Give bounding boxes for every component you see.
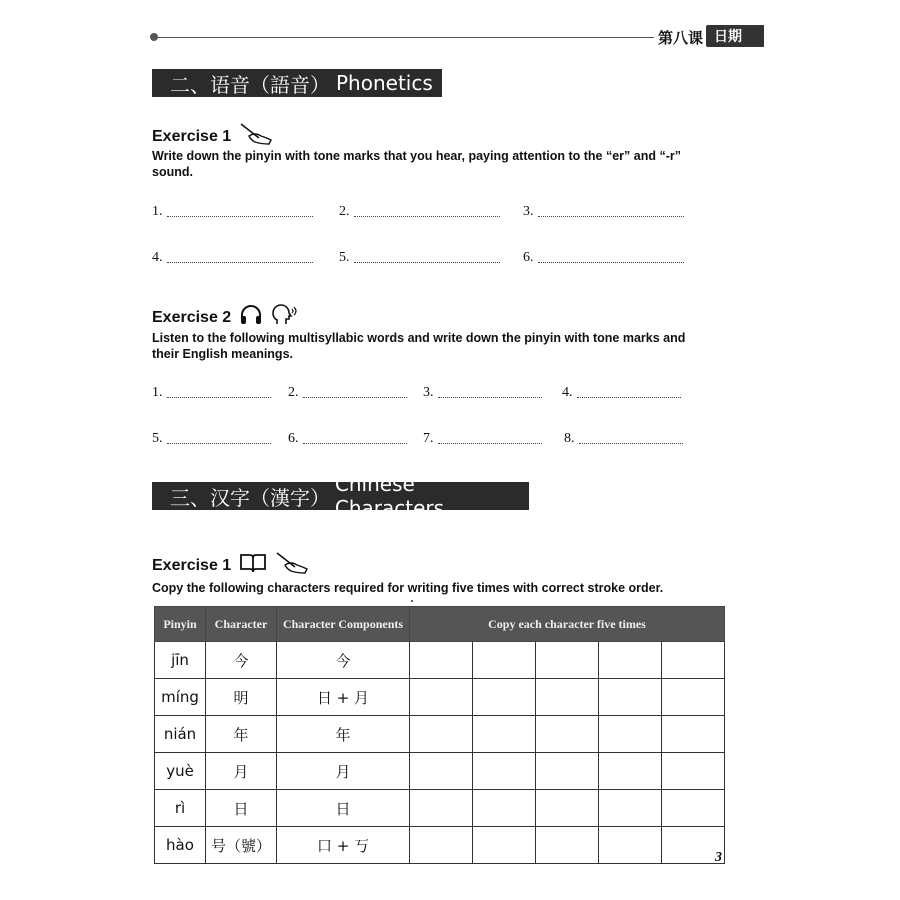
answer-blank[interactable] (423, 385, 542, 401)
item-number: 2. (288, 385, 299, 400)
header-copy: Copy each character five times (410, 607, 725, 642)
dotted-line (167, 215, 313, 217)
pinyin-cell: nián (155, 716, 206, 753)
headphones-icon (239, 303, 263, 332)
answer-blank[interactable] (152, 204, 313, 220)
copy-cell[interactable] (536, 790, 599, 827)
dotted-line (438, 442, 542, 444)
stray-mark (411, 600, 413, 602)
answer-blank[interactable] (564, 431, 683, 447)
exercise-title-text: Exercise 1 (152, 127, 232, 145)
copy-cell[interactable] (410, 679, 473, 716)
banner-en: Phonetics (336, 71, 433, 95)
header-components: Character Components (277, 607, 410, 642)
header-rule (154, 37, 654, 38)
copy-cell[interactable] (536, 642, 599, 679)
answer-blank[interactable] (562, 385, 681, 401)
answer-blank[interactable] (339, 250, 500, 266)
copy-cell[interactable] (473, 753, 536, 790)
copy-cell[interactable] (473, 827, 536, 864)
answer-blank[interactable] (152, 250, 313, 266)
item-number: 5. (339, 250, 350, 265)
item-number: 1. (152, 385, 163, 400)
copy-cell[interactable] (599, 642, 662, 679)
copy-cell[interactable] (599, 679, 662, 716)
copy-cell[interactable] (536, 679, 599, 716)
pinyin-cell: rì (155, 790, 206, 827)
copy-cell[interactable] (599, 753, 662, 790)
copy-cell[interactable] (599, 790, 662, 827)
copy-cell[interactable] (473, 716, 536, 753)
answer-blank[interactable] (523, 204, 684, 220)
table-header-row (155, 607, 725, 642)
pinyin-cell: míng (155, 679, 206, 716)
pencil-hand-icon (275, 551, 309, 580)
header-pinyin: Pinyin (155, 607, 206, 642)
item-number: 4. (152, 250, 163, 265)
answer-blank[interactable] (423, 431, 542, 447)
copy-cell[interactable] (662, 642, 725, 679)
answer-blank[interactable] (288, 431, 407, 447)
components-cell: 日 + 月 (277, 679, 410, 716)
dotted-line (538, 215, 684, 217)
item-number: 4. (562, 385, 573, 400)
answer-blank[interactable] (152, 385, 271, 401)
components-cell: 今 (277, 642, 410, 679)
item-number: 2. (339, 204, 350, 219)
dotted-line (167, 261, 313, 263)
copy-cell[interactable] (410, 827, 473, 864)
copy-cell[interactable] (473, 790, 536, 827)
table-row (155, 642, 725, 679)
copy-cell[interactable] (662, 753, 725, 790)
copy-cell[interactable] (599, 716, 662, 753)
item-number: 6. (523, 250, 534, 265)
table-row (155, 716, 725, 753)
date-label: 日期 (706, 25, 764, 47)
exercise-instruction: Listen to the following multisyllabic words and write down the pinyin with tone marks and their English meanings. (152, 331, 686, 361)
answer-blank[interactable] (288, 385, 407, 401)
item-number: 8. (564, 431, 575, 446)
copy-cell[interactable] (473, 679, 536, 716)
character-cell: 年 (206, 716, 277, 753)
copy-cell[interactable] (410, 642, 473, 679)
dotted-line (303, 442, 407, 444)
character-cell: 日 (206, 790, 277, 827)
dotted-line (438, 396, 542, 398)
character-cell: 今 (206, 642, 277, 679)
copy-cell[interactable] (410, 753, 473, 790)
components-cell: 月 (277, 753, 410, 790)
answer-blank[interactable] (152, 431, 271, 447)
answer-blank[interactable] (339, 204, 500, 220)
section-banner-phonetics (152, 69, 442, 97)
pinyin-cell: yuè (155, 753, 206, 790)
item-number: 1. (152, 204, 163, 219)
copy-cell[interactable] (599, 827, 662, 864)
exercise-instruction: Copy the following characters required for writing five times with correct stroke order. (152, 581, 664, 595)
banner-zh: 三、汉字（漢字） (170, 485, 330, 510)
copy-cell[interactable] (410, 790, 473, 827)
exercise-instruction: Write down the pinyin with tone marks that you hear, paying attention to the “er” and “-r” sound. (152, 149, 681, 179)
item-number: 5. (152, 431, 163, 446)
item-number: 6. (288, 431, 299, 446)
copy-cell[interactable] (536, 753, 599, 790)
dotted-line (579, 442, 683, 444)
copy-cell[interactable] (536, 716, 599, 753)
item-number: 3. (423, 385, 434, 400)
table-row (155, 790, 725, 827)
copy-cell[interactable] (662, 679, 725, 716)
exercise-title (152, 551, 309, 580)
exercise-title (152, 303, 297, 332)
dotted-line (577, 396, 681, 398)
page-number: 3 (715, 850, 722, 865)
character-cell: 明 (206, 679, 277, 716)
copy-cell[interactable] (662, 790, 725, 827)
exercise-title (152, 122, 273, 151)
exercise-title-text: Exercise 2 (152, 308, 232, 326)
character-cell: 月 (206, 753, 277, 790)
copy-cell[interactable] (473, 642, 536, 679)
lesson-label: 第八课 (658, 29, 704, 47)
dotted-line (538, 261, 684, 263)
answer-blank[interactable] (523, 250, 684, 266)
table-row (155, 753, 725, 790)
banner-en: Chinese Characters (334, 472, 445, 520)
section-banner-characters (152, 472, 529, 520)
components-cell: 口 + 丂 (277, 827, 410, 864)
table-row (155, 679, 725, 716)
dotted-line (167, 442, 271, 444)
components-cell: 日 (277, 790, 410, 827)
item-number: 7. (423, 431, 434, 446)
banner-zh: 二、语音（語音） (170, 72, 330, 97)
pinyin-cell: hào (155, 827, 206, 864)
copy-cell[interactable] (410, 716, 473, 753)
character-table (154, 606, 725, 864)
components-cell: 年 (277, 716, 410, 753)
pinyin-cell: jīn (155, 642, 206, 679)
dotted-line (303, 396, 407, 398)
speaking-head-icon (271, 303, 297, 332)
open-book-icon (239, 552, 267, 579)
copy-cell[interactable] (662, 716, 725, 753)
dotted-line (167, 396, 271, 398)
exercise-title-text: Exercise 1 (152, 556, 232, 574)
header-character: Character (206, 607, 277, 642)
pencil-hand-icon (239, 122, 273, 151)
dotted-line (354, 215, 500, 217)
copy-cell[interactable] (536, 827, 599, 864)
character-cell: 号（號） (206, 827, 277, 864)
dotted-line (354, 261, 500, 263)
item-number: 3. (523, 204, 534, 219)
table-row (155, 827, 725, 864)
